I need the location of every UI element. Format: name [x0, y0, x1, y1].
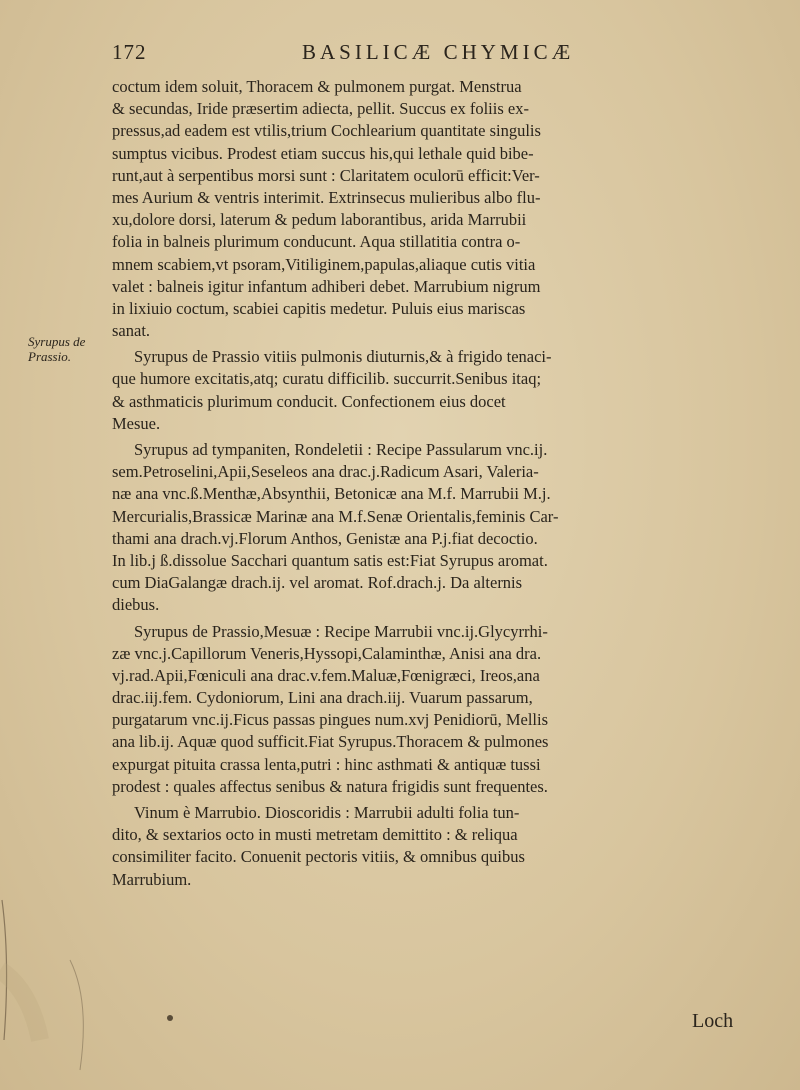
text-line: sumptus vicibus. Prodest etiam succus his,qui lethale quid bibe- [112, 143, 534, 163]
text-line: cum DiaGalangæ drach.ij. vel aromat. Rof.drach.j. Da alternis [112, 573, 523, 593]
text-line: sem.Petroselini,Apii,Seseleos ana drac.j.Radicum Asari, Valeria- [112, 462, 539, 482]
text-line: & secundas, Iride præsertim adiecta, pellit. Succus ex foliis ex- [112, 99, 529, 119]
text-line: consimiliter facito. Conuenit pectoris vitiis, & omnibus quibus [112, 847, 525, 867]
text-line: vj.rad.Apii,Fœniculi ana drac.v.fem.Maluæ,Fœnigræci, Ireos,ana [112, 665, 540, 685]
paper-stain [0, 840, 200, 1090]
text-line: diebus. [112, 595, 160, 615]
text-line: zæ vnc.j.Capillorum Veneris,Hyssopi,Calaminthæ, Anisi ana dra. [112, 643, 542, 663]
text-line: Syrupus ad tympaniten, Rondeletii : Recipe Passularum vnc.ij. [134, 440, 548, 459]
text-line: Marrubium. [112, 869, 192, 889]
text-line: Vinum è Marrubio. Dioscoridis : Marrubii adulti folia tun- [134, 803, 520, 822]
body-text [112, 76, 762, 895]
page-header [112, 40, 732, 68]
text-line: expurgat pituita crassa lenta,putri : hinc asthmati & antiquæ tussi [112, 754, 541, 774]
text-line: Mesue. [112, 413, 161, 433]
text-line: runt,aut à serpentibus morsi sunt : Claritatem oculorū efficit:Ver- [112, 165, 540, 185]
text-line: Mercurialis,Brassicæ Marinæ ana M.f.Senæ Orientalis,feminis Car- [112, 506, 559, 526]
text-line: purgatarum vnc.ij.Ficus passas pingues num.xvj Penidiorū, Mellis [112, 710, 548, 730]
margin-note-line: Syrupus de [28, 334, 86, 349]
text-line: dito, & sextarios octo in musti metretam demittito : & reliqua [112, 825, 518, 845]
text-line: sanat. [112, 321, 151, 341]
text-line: Syrupus de Prassio,Mesuæ : Recipe Marrubii vnc.ij.Glycyrrhi- [134, 621, 548, 641]
text-line: prodest : quales affectus senibus & natura frigidis sunt frequentes. [112, 776, 548, 796]
paragraph [112, 439, 762, 617]
text-line: thami ana drach.vj.Florum Anthos, Genistæ ana P.j.fiat decoctio. [112, 528, 538, 548]
text-line: mes Aurium & ventris interimit. Extrinsecus mulieribus albo flu- [112, 187, 541, 207]
paragraph [112, 621, 762, 799]
text-line: coctum idem soluit, Thoracem & pulmonem purgat. Menstrua [112, 77, 522, 96]
text-line: que humore excitatis,atq; curatu difficilib. succurrit.Senibus itaq; [112, 369, 542, 389]
paragraph [112, 802, 762, 891]
running-title: BASILICÆ CHYMICÆ [302, 40, 575, 64]
text-line: Syrupus de Prassio vitiis pulmonis diuturnis,& à frigido tenaci- [134, 347, 552, 367]
page-number: 172 [112, 40, 147, 64]
paragraph [112, 346, 762, 435]
text-line: valet : balneis igitur infantum adhiberi debet. Marrubium nigrum [112, 276, 541, 296]
margin-note-line: Prassio. [28, 349, 71, 364]
text-line: folia in balneis plurimum conducunt. Aqua stillatitia contra o- [112, 232, 521, 252]
catchword: Loch [692, 1010, 734, 1032]
paragraph [112, 76, 762, 342]
text-line: In lib.j ß.dissolue Sacchari quantum satis est:Fiat Syrupus aromat. [112, 550, 548, 570]
text-line: xu,dolore dorsi, laterum & pedum laborantibus, arida Marrubii [112, 210, 527, 230]
text-line: ana lib.ij. Aquæ quod sufficit.Fiat Syrupus.Thoracem & pulmones [112, 732, 549, 752]
text-line: & asthmaticis plurimum conducit. Confectionem eius docet [112, 391, 506, 411]
text-line: næ ana vnc.ß.Menthæ,Absynthii, Betonicæ ana M.f. Marrubii M.j. [112, 484, 551, 504]
text-line: in lixiuio coctum, scabiei capitis medetur. Puluis eius mariscas [112, 298, 526, 318]
text-line: pressus,ad eadem est vtilis,trium Cochlearium quantitate singulis [112, 121, 541, 141]
margin-note [28, 334, 112, 364]
text-line: drac.iij.fem. Cydoniorum, Lini ana drach.iij. Vuarum passarum, [112, 688, 533, 708]
text-line: mnem scabiem,vt psoram,Vitiliginem,papulas,aliaque cutis vitia [112, 254, 536, 274]
